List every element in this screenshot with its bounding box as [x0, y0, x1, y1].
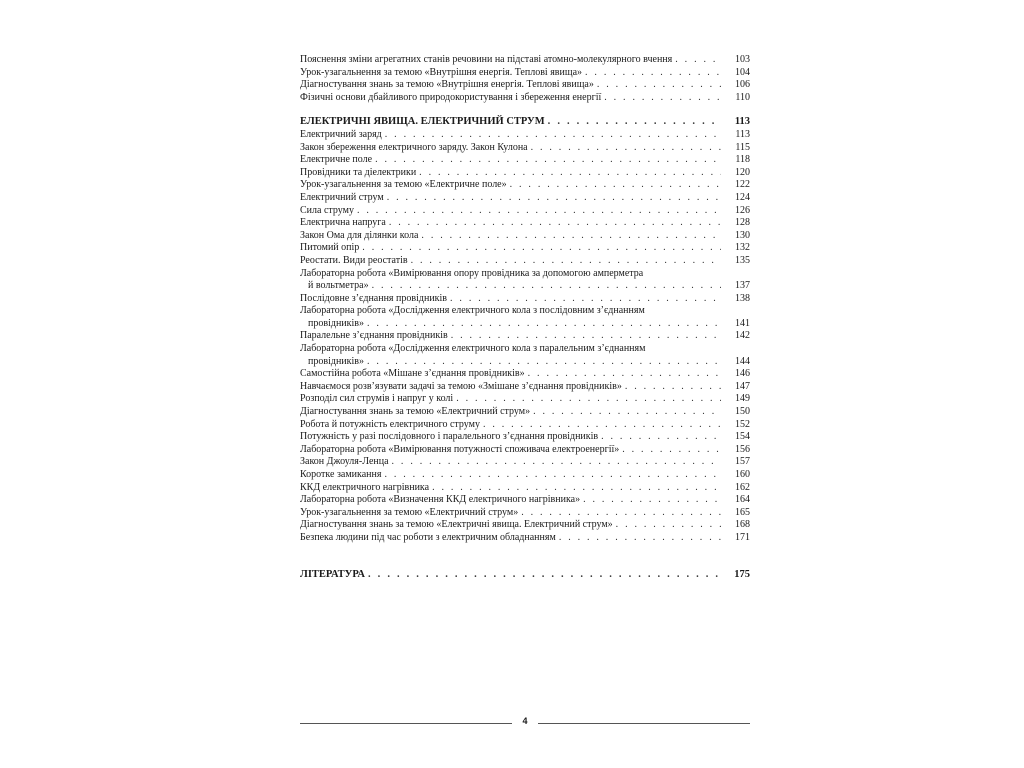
- toc-entry-continuation: [300, 318, 750, 331]
- toc-entry-title: Коротке замикання: [300, 469, 382, 480]
- toc-entry-title: Лабораторна робота «Вимірювання потужності споживача електроенергії»: [300, 443, 620, 455]
- toc-entry: [300, 79, 750, 92]
- toc-entry-title: Послідовне з’єднання провідників: [300, 292, 448, 304]
- toc-entry: [300, 293, 750, 306]
- toc-entry-page: 164: [735, 494, 750, 506]
- toc-entry-title: Сила струму: [300, 204, 354, 216]
- toc-entry-page: 126: [735, 204, 750, 216]
- leader-dots: [385, 129, 721, 142]
- toc-entry-page: 130: [735, 229, 750, 241]
- toc-entry-title: Лабораторна робота «Визначення ККД електричного нагрівника»: [300, 494, 581, 506]
- toc-entry-page: 120: [735, 166, 750, 178]
- leader-dots: [583, 494, 721, 507]
- toc-entry-page: 104: [735, 66, 750, 78]
- leader-dots: [392, 456, 721, 469]
- toc-entry: [300, 230, 750, 243]
- toc-entry-title: Діагностування знань за темою «Електричні явища. Електричний струм»: [300, 519, 613, 531]
- leader-dots: [559, 532, 721, 545]
- toc-entry-page: 137: [735, 280, 750, 292]
- toc-entry: [300, 330, 750, 343]
- toc-entry-page: 147: [735, 380, 750, 392]
- toc-entry-title: Електричне поле: [300, 154, 373, 166]
- toc-entry-title: Безпека людини під час роботи з електричним обладнанням: [300, 531, 556, 543]
- toc-entry: [300, 406, 750, 419]
- toc-entry-page: 168: [735, 519, 750, 531]
- toc-entry-page: 156: [735, 443, 750, 455]
- leader-dots: [521, 507, 721, 520]
- toc-entry-title: Лабораторна робота «Дослідження електричного кола з паралельним з’єднанням: [300, 343, 646, 355]
- toc-entry-title: Питомий опір: [300, 242, 360, 254]
- leader-dots: [419, 167, 721, 180]
- leader-dots: [450, 293, 721, 306]
- leader-dots: [421, 230, 721, 243]
- toc-entry-title: Лабораторна робота «Вимірювання опору провідника за допомогою амперметра: [300, 267, 644, 279]
- toc-entry-title-cont: провідників»: [308, 355, 365, 367]
- toc-entry-page: 149: [735, 393, 750, 405]
- toc-entry-page: 128: [735, 217, 750, 229]
- leader-dots: [411, 255, 721, 268]
- toc-entry-wrapped: [300, 343, 750, 368]
- section-page: 113: [734, 116, 750, 128]
- leader-dots: [451, 330, 721, 343]
- toc-entry: [300, 255, 750, 268]
- toc-entry: [300, 431, 750, 444]
- toc-entry: [300, 507, 750, 520]
- toc-entry-page: 162: [735, 481, 750, 493]
- toc-entry: [300, 205, 750, 218]
- toc-entry-title: Реостати. Види реостатів: [300, 254, 408, 266]
- toc-entry-title: Електрична напруга: [300, 217, 386, 229]
- toc-entry-title: Розподіл сил струмів і напруг у колі: [300, 393, 454, 405]
- leader-dots: [625, 381, 721, 394]
- toc-entry-page: 103: [735, 54, 750, 65]
- toc-entry: [300, 142, 750, 155]
- leader-dots: [362, 242, 721, 255]
- leader-dots: [675, 54, 721, 67]
- toc-entry-title: Паралельне з’єднання провідників: [300, 330, 448, 342]
- leader-dots: [531, 142, 721, 155]
- leader-dots: [616, 519, 721, 532]
- toc-entry-wrapped: [300, 268, 750, 293]
- toc-entry-title: Закон Джоуля-Ленца: [300, 456, 389, 468]
- literature-page: 175: [734, 568, 750, 580]
- toc-entry-page: 110: [735, 91, 750, 103]
- toc-literature: [300, 569, 750, 582]
- toc-entry-title: Навчаємося розв’язувати задачі за темою «Змішане з’єднання провідників»: [300, 380, 622, 392]
- table-of-contents: [300, 54, 750, 581]
- toc-entry: [300, 393, 750, 406]
- leader-dots: [367, 318, 721, 331]
- toc-entry: [300, 444, 750, 457]
- leader-dots: [548, 116, 721, 129]
- toc-section-heading: [300, 116, 750, 129]
- toc-entry-title: Пояснення зміни агрегатних станів речовини на підставі атомно-молекулярного вчення: [300, 54, 673, 65]
- toc-entry-title: Закон збереження електричного заряду. Закон Кулона: [300, 141, 528, 153]
- toc-entry: [300, 242, 750, 255]
- toc-entry-page: 150: [735, 406, 750, 418]
- toc-entry-page: 106: [735, 79, 750, 91]
- leader-dots: [387, 192, 721, 205]
- toc-entry: [300, 519, 750, 532]
- toc-entry-title: Урок-узагальнення за темою «Внутрішня енергія. Теплові явища»: [300, 66, 583, 78]
- toc-entry-title: Фізичні основи дбайливого природокористування і збереження енергії: [300, 91, 602, 103]
- leader-dots: [597, 79, 721, 92]
- toc-entry: [300, 532, 750, 545]
- toc-entry: [300, 154, 750, 167]
- leader-dots: [367, 356, 721, 369]
- toc-entry-title: Провідники та діелектрики: [300, 166, 417, 178]
- toc-entry-title: Урок-узагальнення за темою «Електричне поле»: [300, 179, 507, 191]
- toc-entry-page: 122: [735, 179, 750, 191]
- toc-entry-page: 142: [735, 330, 750, 342]
- page-number: 4: [522, 716, 528, 726]
- toc-entry: [300, 469, 750, 482]
- toc-entry-title: Урок-узагальнення за темою «Електричний струм»: [300, 506, 519, 518]
- leader-dots: [622, 444, 721, 457]
- toc-entry: [300, 92, 750, 105]
- toc-entry: [300, 368, 750, 381]
- toc-entry-title: Самостійна робота «Мішане з’єднання провідників»: [300, 368, 525, 380]
- toc-entry-page: 113: [735, 128, 750, 140]
- toc-entry: [300, 192, 750, 205]
- leader-dots: [528, 368, 721, 381]
- toc-entry-page: 135: [735, 254, 750, 266]
- toc-entry-continuation: [300, 356, 750, 369]
- leader-dots: [368, 569, 721, 582]
- leader-dots: [604, 92, 721, 105]
- toc-entry-page: 160: [735, 469, 750, 480]
- toc-entry-page: 138: [735, 292, 750, 304]
- leader-dots: [389, 217, 721, 230]
- toc-entry-page: 157: [735, 456, 750, 468]
- toc-entry-title: Робота й потужність електричного струму: [300, 418, 480, 430]
- leader-dots: [375, 154, 721, 167]
- leader-dots: [432, 482, 721, 495]
- toc-entry-title: Потужність у разі послідовного і паралельного з’єднання провідників: [300, 431, 599, 443]
- leader-dots: [372, 280, 721, 293]
- toc-entry-title: Закон Ома для ділянки кола: [300, 229, 419, 241]
- toc-entry: [300, 54, 750, 67]
- toc-entry-title: Електричний заряд: [300, 128, 382, 140]
- toc-entry: [300, 456, 750, 469]
- toc-entry-title: Електричний струм: [300, 191, 384, 203]
- toc-entry-page: 165: [735, 506, 750, 518]
- toc-entry-page: 115: [735, 141, 750, 153]
- leader-dots: [357, 205, 721, 218]
- toc-entry-wrapped: [300, 305, 750, 330]
- toc-entry-title: Діагностування знань за темою «Електричний струм»: [300, 406, 531, 418]
- toc-entry: [300, 167, 750, 180]
- toc-entry: [300, 381, 750, 394]
- literature-title: ЛІТЕРАТУРА: [300, 568, 366, 580]
- section-title: ЕЛЕКТРИЧНІ ЯВИЩА. ЕЛЕКТРИЧНИЙ СТРУМ: [300, 116, 545, 128]
- toc-entry-continuation: [300, 280, 750, 293]
- toc-entry-title: Діагностування знань за темою «Внутрішня енергія. Теплові явища»: [300, 79, 594, 91]
- leader-dots: [585, 67, 721, 80]
- toc-entry-title: ККД електричного нагрівника: [300, 481, 430, 493]
- toc-entry-page: 118: [735, 154, 750, 166]
- toc-entry-page: 154: [735, 431, 750, 443]
- toc-entry-page: 124: [735, 191, 750, 203]
- toc-entry-page: 144: [735, 355, 750, 367]
- toc-entry-page: 141: [735, 317, 750, 329]
- footer-rule-right: [538, 723, 750, 724]
- toc-entry-page: 146: [735, 368, 750, 380]
- toc-entry: [300, 129, 750, 142]
- leader-dots: [456, 393, 721, 406]
- toc-entry-title-cont: провідників»: [308, 317, 365, 329]
- toc-entry-title: Лабораторна робота «Дослідження електричного кола з послідовним з’єднанням: [300, 305, 645, 317]
- toc-entry-page: 132: [735, 242, 750, 254]
- toc-entry: [300, 494, 750, 507]
- leader-dots: [510, 179, 721, 192]
- toc-entry: [300, 217, 750, 230]
- spacer: [300, 545, 750, 557]
- toc-entry: [300, 419, 750, 432]
- page-footer: [300, 716, 750, 730]
- leader-dots: [384, 469, 721, 482]
- leader-dots: [483, 419, 721, 432]
- toc-entry: [300, 482, 750, 495]
- leader-dots: [533, 406, 721, 419]
- toc-entry-title-cont: й вольтметра»: [308, 280, 369, 292]
- toc-entry-page: 171: [735, 531, 750, 543]
- leader-dots: [601, 431, 721, 444]
- toc-entry: [300, 67, 750, 80]
- toc-entry: [300, 179, 750, 192]
- toc-entry-page: 152: [735, 418, 750, 430]
